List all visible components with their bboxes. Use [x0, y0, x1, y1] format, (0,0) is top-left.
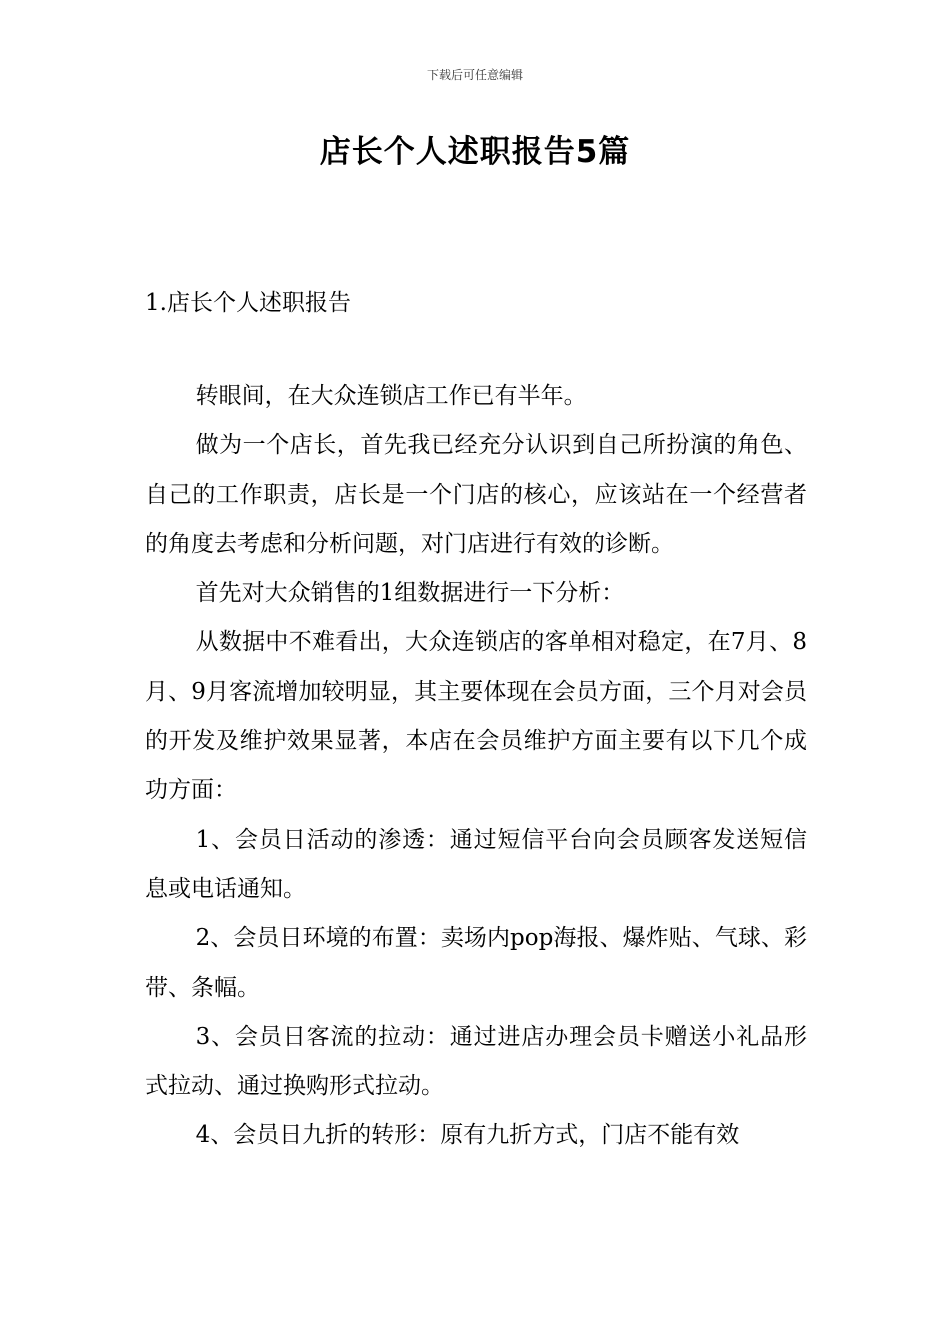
- header-note: 下载后可任意编辑: [426, 68, 523, 82]
- paragraph: 2、会员日环境的布置：卖场内pop海报、爆炸贴、气球、彩带、条幅。: [145, 925, 807, 1001]
- section-heading: 1.店长个人述职报告: [145, 290, 351, 316]
- paragraph: 首先对大众销售的1组数据进行一下分析：: [195, 580, 625, 607]
- paragraph: 做为一个店长，首先我已经充分认识到自己所扮演的角色、自己的工作职责，店长是一个门店的核心，应该站在一个经营者的角度去考虑和分析问题，对门店进行有效的诊断。: [145, 432, 807, 557]
- paragraph: 从数据中不难看出，大众连锁店的客单相对稳定，在7月、8月、9月客流增加较明显，其主要体现在会员方面，三个月对会员的开发及维护效果显著，本店在会员维护方面主要有以下几个成功方面：: [145, 629, 807, 804]
- paragraph: 1、会员日活动的渗透：通过短信平台向会员顾客发送短信息或电话通知。: [145, 826, 807, 902]
- paragraph: 4、会员日九折的转形：原有九折方式，门店不能有效: [195, 1122, 740, 1149]
- body-text: [145, 372, 807, 1161]
- paragraph: 3、会员日客流的拉动：通过进店办理会员卡赠送小礼品形式拉动、通过换购形式拉动。: [145, 1023, 807, 1100]
- document-title: 店长个人述职报告5篇: [319, 134, 631, 170]
- paragraph: 转眼间，在大众连锁店工作已有半年。: [195, 383, 587, 409]
